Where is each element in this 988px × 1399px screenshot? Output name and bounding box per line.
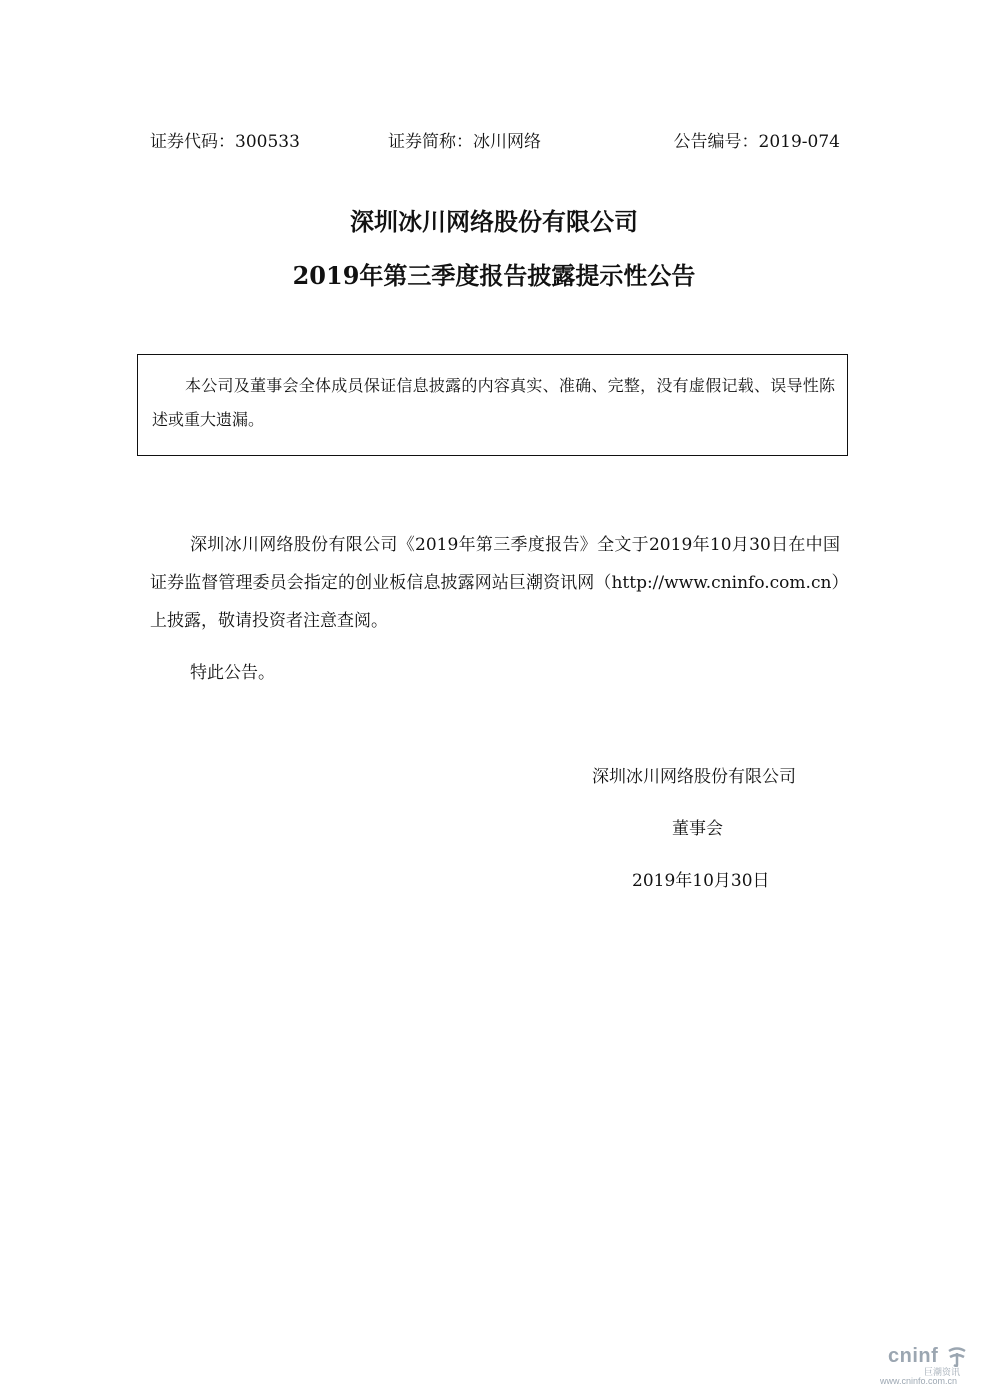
signature-date: 2019年10月30日 (632, 871, 770, 891)
stock-name: 证券简称：冰川网络 (388, 132, 541, 152)
company-title: 深圳冰川网络股份有限公司 (350, 207, 638, 236)
watermark-brand: cninf (888, 1345, 939, 1367)
disclaimer-text: 本公司及董事会全体成员保证信息披露的内容真实、准确、完整，没有虚假记载、误导性陈述或重大遗漏。 (152, 376, 835, 429)
document-header (150, 130, 840, 154)
cninfo-watermark (866, 1345, 976, 1389)
stock-code: 证券代码：300533 (150, 132, 300, 152)
notice-number: 公告编号：2019-074 (673, 132, 840, 152)
watermark-subtitle: 巨潮资讯 (924, 1367, 961, 1377)
announcement-title: 2019年第三季度报告披露提示性公告 (292, 261, 696, 290)
disclaimer-box (137, 354, 848, 456)
signature-board: 董事会 (672, 819, 723, 839)
watermark-url: www.cninfo.com.cn (880, 1376, 958, 1386)
cninfo-logo-icon (946, 1345, 968, 1367)
signature-company: 深圳冰川网络股份有限公司 (592, 767, 796, 787)
body-paragraph: 深圳冰川网络股份有限公司《2019年第三季度报告》全文于2019年10月30日在中国证券监督管理委员会指定的创业板信息披露网站巨潮资讯网（http://www.cninfo.com.cn）上披露，敬请投资者注意查阅。 (150, 535, 840, 631)
closing-remark: 特此公告。 (190, 663, 275, 683)
